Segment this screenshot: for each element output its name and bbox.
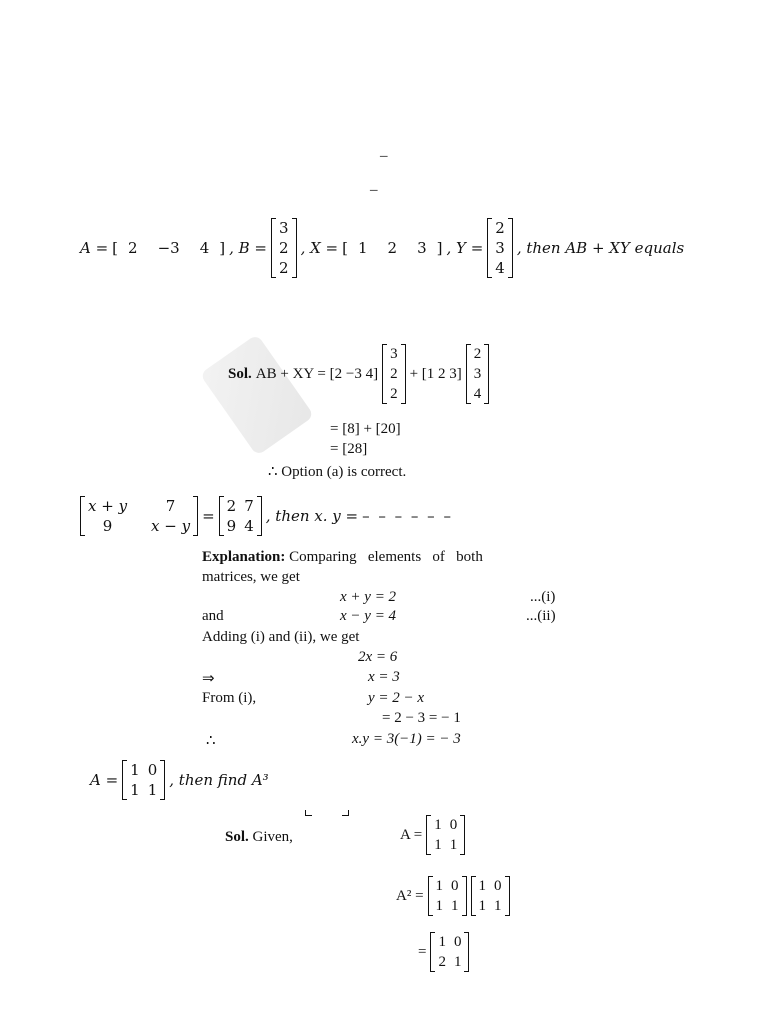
sol1-lhs: AB + XY = [2 −3 4] [255, 365, 379, 382]
q2-suffix: , then x. y = [265, 507, 359, 525]
expl-from: From (i), [202, 690, 257, 706]
sol3-label-line [225, 829, 293, 846]
q1-b-label: , B = [229, 239, 268, 257]
expl-line-1 [202, 549, 483, 566]
sol3-a2-line [396, 876, 510, 916]
q2-blank: – – – – – – [362, 507, 453, 525]
question-3 [90, 760, 269, 800]
sol1-col-matrix-2: 2 3 4 [466, 344, 490, 404]
sol1-line-3: = [28] [330, 441, 368, 457]
expl-therefore: ∴ [206, 733, 216, 749]
sol1-line-4: ∴ Option (a) is correct. [268, 464, 407, 480]
sol3-given: Given, [252, 829, 293, 845]
q1-y-label: , Y = [446, 239, 484, 257]
sol3-result-matrix: 1 0 2 1 [430, 932, 469, 972]
sol3-a-eq: A = [400, 826, 423, 843]
expl-eq-3: 2x = 6 [358, 649, 398, 665]
expl-eq-4: x = 3 [368, 669, 400, 685]
sol1-mid: + [1 2 3] [409, 365, 462, 382]
q1-a-matrix: [ 2 −3 4 ] [112, 239, 226, 257]
sol3-a2-matrix-1: 1 0 1 1 [428, 876, 467, 916]
expl-eq-5: y = 2 − x [368, 690, 425, 706]
q1-y-matrix: 2 3 4 [487, 218, 513, 278]
stray-mark-2: – [370, 182, 378, 198]
q2-equals: = [202, 507, 215, 525]
q2-lhs-matrix: x + y 7 9 x − y [80, 496, 198, 536]
q3-suffix: , then find A³ [169, 771, 269, 789]
sol3-a-matrix: 1 0 1 1 [426, 815, 465, 855]
q1-suffix: , then AB + XY equals [516, 239, 685, 257]
q1-x-label: , X = [300, 239, 339, 257]
q1-a-label: A = [80, 239, 109, 257]
solution-1-line-1 [228, 344, 489, 404]
expl-eq-7: x.y = 3(−1) = − 3 [352, 731, 461, 747]
sol3-a2-eq: A² = [396, 887, 424, 904]
expl-eq-6: = 2 − 3 = − 1 [382, 710, 461, 726]
expl-line-2: matrices, we get [202, 569, 300, 585]
expl-ref-1: ...(i) [530, 589, 556, 605]
expl-and: and [202, 608, 224, 624]
sol3-label: Sol. [225, 829, 249, 845]
question-1 [80, 218, 684, 278]
expl-heading: Explanation: [202, 549, 286, 565]
sol1-line-2: = [8] + [20] [330, 421, 401, 437]
sol1-col-matrix-1: 3 2 2 [382, 344, 406, 404]
sol3-result-eq: = [418, 943, 427, 960]
q1-b-matrix: 3 2 2 [271, 218, 297, 278]
expl-adding: Adding (i) and (ii), we get [202, 629, 360, 645]
stray-mark-1: – [380, 148, 388, 164]
bracket-mark-right [342, 810, 349, 816]
sol3-a-line [400, 815, 465, 855]
question-2 [80, 496, 453, 536]
expl-eq-2: x − y = 4 [340, 608, 397, 624]
expl-eq-1: x + y = 2 [340, 589, 397, 605]
q2-rhs-matrix: 2 7 9 4 [219, 496, 262, 536]
sol3-a2-matrix-2: 1 0 1 1 [471, 876, 510, 916]
sol3-result-line [418, 932, 469, 972]
q3-lhs: A = [90, 771, 119, 789]
bracket-mark-left [305, 810, 312, 816]
expl-line-1-rest: Comparing elements of both [289, 549, 483, 565]
expl-ref-2: ...(ii) [526, 608, 556, 624]
q3-matrix: 1 0 1 1 [122, 760, 165, 800]
expl-implies: ⇒ [202, 671, 215, 687]
q1-x-matrix: [ 1 2 3 ] [342, 239, 443, 257]
sol1-label: Sol. [228, 365, 252, 382]
